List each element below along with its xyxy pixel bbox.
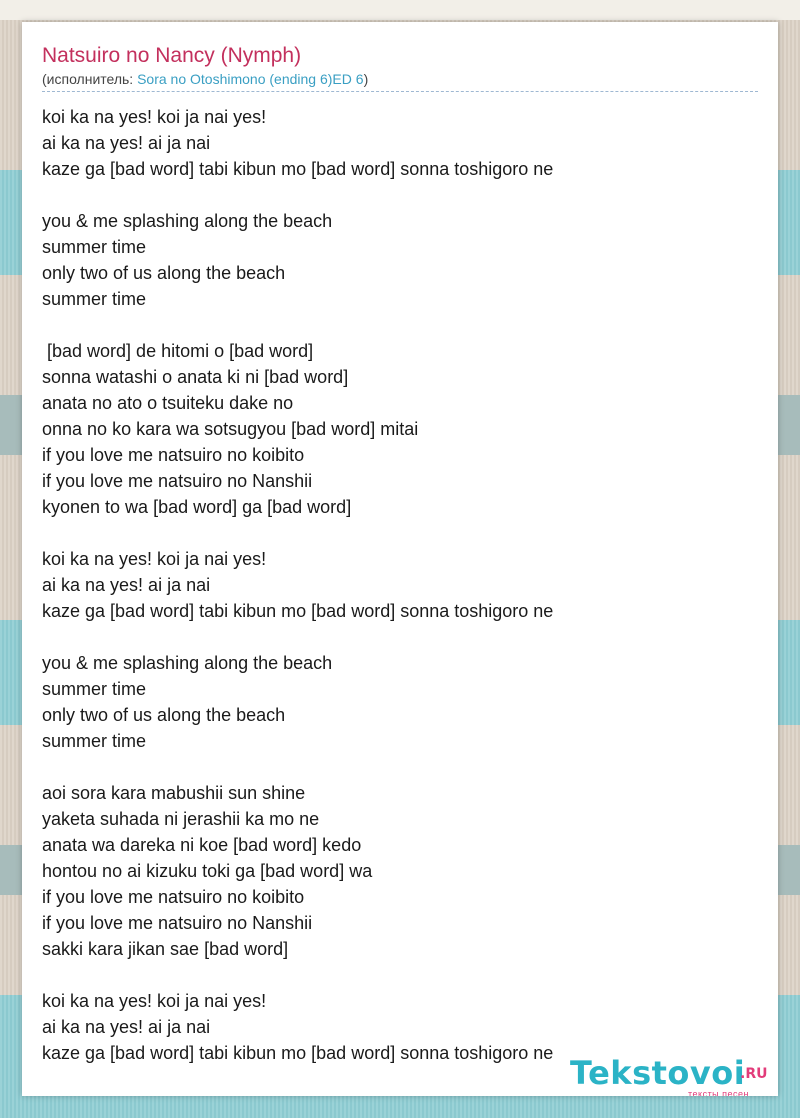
lyric-line: anata no ato o tsuiteku dake no (42, 393, 294, 413)
logo-tld: .RU (740, 1066, 768, 1082)
lyric-line: summer time (42, 731, 147, 751)
lyric-line: koi ka na yes! koi ja nai yes! (42, 107, 267, 127)
lyric-line: ai ka na yes! ai ja nai (42, 133, 211, 153)
logo-tagline: тексты песен (688, 1089, 750, 1096)
lyric-line: sonna watashi o anata ki ni [bad word] (42, 367, 349, 387)
lyric-line: ai ka na yes! ai ja nai (42, 1017, 211, 1037)
artist-link[interactable]: Sora no Otoshimono (ending 6)ED 6 (137, 71, 364, 87)
artist-line (42, 70, 758, 92)
lyrics-sheet (22, 22, 778, 1096)
lyric-line: you & me splashing along the beach (42, 653, 333, 673)
lyric-line: only two of us along the beach (42, 263, 286, 283)
lyric-line: anata wa dareka ni koe [bad word] kedo (42, 835, 362, 855)
lyric-line: hontou no ai kizuku toki ga [bad word] wa (42, 861, 373, 881)
lyric-line: yaketa suhada ni jerashii ka mo ne (42, 809, 320, 829)
lyric-line (42, 312, 758, 338)
lyric-line: if you love me natsuiro no koibito (42, 887, 305, 907)
tekstovoi-logo (570, 1056, 778, 1096)
lyric-line (42, 520, 758, 546)
lyric-line: ai ka na yes! ai ja nai (42, 575, 211, 595)
lyric-line: summer time (42, 289, 147, 309)
logo-name: Tekstovoi (570, 1054, 746, 1092)
lyric-line: koi ka na yes! koi ja nai yes! (42, 549, 267, 569)
lyric-line: kaze ga [bad word] tabi kibun mo [bad word] sonna toshigoro ne (42, 601, 554, 621)
lyric-line: aoi sora kara mabushii sun shine (42, 783, 306, 803)
artist-prefix: (исполнитель: (42, 71, 138, 87)
lyric-line: summer time (42, 237, 147, 257)
song-header (42, 42, 758, 92)
lyric-line: kyonen to wa [bad word] ga [bad word] (42, 497, 352, 517)
lyric-line: if you love me natsuiro no Nanshii (42, 913, 313, 933)
lyric-line: only two of us along the beach (42, 705, 286, 725)
lyric-line (42, 754, 758, 780)
lyric-line (42, 962, 758, 988)
lyric-line: sakki kara jikan sae [bad word] (42, 939, 289, 959)
song-title: Natsuiro no Nancy (Nymph) (42, 44, 302, 67)
lyric-line: summer time (42, 679, 147, 699)
lyric-line: koi ka na yes! koi ja nai yes! (42, 991, 267, 1011)
lyric-line: if you love me natsuiro no koibito (42, 445, 305, 465)
lyric-line: [bad word] de hitomi o [bad word] (42, 341, 314, 361)
lyric-line: if you love me natsuiro no Nanshii (42, 471, 313, 491)
lyric-line: onna no ko kara wa sotsugyou [bad word] mitai (42, 419, 419, 439)
lyric-line: you & me splashing along the beach (42, 211, 333, 231)
lyric-line: kaze ga [bad word] tabi kibun mo [bad word] sonna toshigoro ne (42, 1043, 554, 1063)
artist-suffix: ) (363, 71, 369, 87)
lyric-line (42, 182, 758, 208)
lyric-line: kaze ga [bad word] tabi kibun mo [bad word] sonna toshigoro ne (42, 159, 554, 179)
lyrics-body (42, 104, 758, 1066)
lyric-line (42, 624, 758, 650)
